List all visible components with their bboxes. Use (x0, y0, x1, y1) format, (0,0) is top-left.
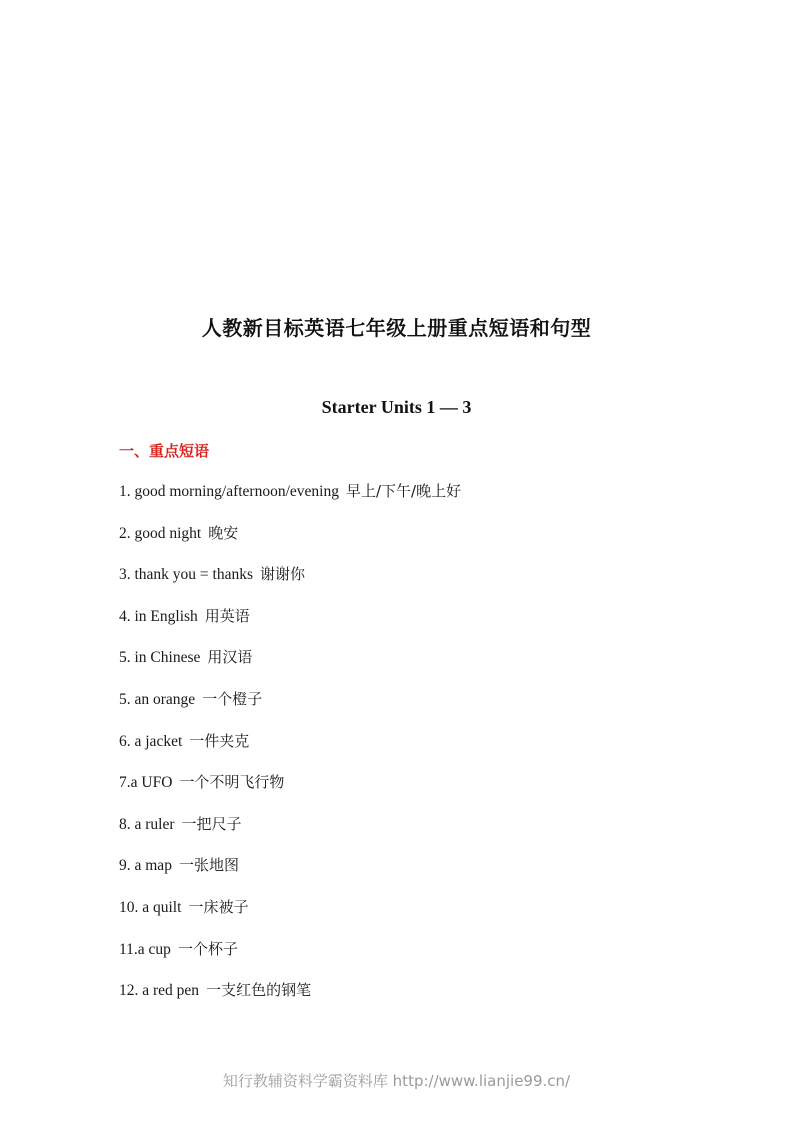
phrase-english: 1. good morning/afternoon/evening (119, 483, 339, 500)
phrase-english: 9. a map (119, 857, 172, 875)
phrase-item (119, 523, 461, 565)
phrase-english: 11.a cup (119, 940, 171, 958)
phrase-chinese: 晚安 (208, 523, 239, 542)
phrase-item (119, 772, 461, 814)
phrase-english: 7.a UFO (119, 774, 173, 792)
phrase-chinese: 用汉语 (207, 648, 253, 667)
phrase-item (119, 481, 461, 523)
phrase-item (119, 980, 461, 1022)
phrase-english: 2. good night (119, 524, 202, 542)
phrase-item (119, 897, 461, 939)
phrase-chinese: 一床被子 (188, 897, 249, 916)
phrase-item (119, 855, 461, 897)
phrase-item (119, 606, 461, 648)
phrase-chinese: 一件夹克 (189, 731, 250, 750)
phrase-english: 10. a quilt (119, 898, 182, 916)
phrase-english: 12. a red pen (119, 982, 200, 1000)
phrase-chinese: 谢谢你 (260, 565, 306, 584)
phrase-english: 3. thank you = thanks (119, 566, 254, 584)
phrase-item (119, 939, 461, 981)
section-heading: 一、重点短语 (119, 442, 210, 460)
phrase-english: 4. in English (119, 607, 198, 625)
phrase-chinese: 用英语 (204, 606, 250, 625)
unit-heading: Starter Units 1 — 3 (321, 397, 472, 417)
phrase-chinese: 一把尺子 (181, 814, 242, 833)
phrase-item (119, 731, 461, 773)
phrase-chinese: 一个橙子 (202, 689, 263, 708)
phrase-english: 8. a ruler (119, 815, 175, 833)
footer-watermark: 知行教辅资料学霸资料库 http://www.lianjie99.cn/ (222, 1072, 571, 1090)
phrase-chinese: 一支红色的钢笔 (206, 981, 312, 1000)
phrase-item (119, 647, 461, 689)
phrase-english: 5. an orange (119, 690, 196, 708)
phrase-list (119, 481, 461, 1022)
phrase-item (119, 814, 461, 856)
phrase-item (119, 689, 461, 731)
phrase-english: 6. a jacket (119, 732, 183, 750)
phrase-chinese: 一个不明飞行物 (179, 773, 285, 792)
phrase-chinese: 一个杯子 (177, 939, 238, 958)
phrase-chinese: 一张地图 (178, 856, 239, 875)
phrase-english: 5. in Chinese (119, 649, 201, 667)
phrase-chinese: 早上/下午/晚上好 (345, 482, 462, 500)
page-title: 人教新目标英语七年级上册重点短语和句型 (201, 316, 592, 340)
phrase-item (119, 564, 461, 606)
